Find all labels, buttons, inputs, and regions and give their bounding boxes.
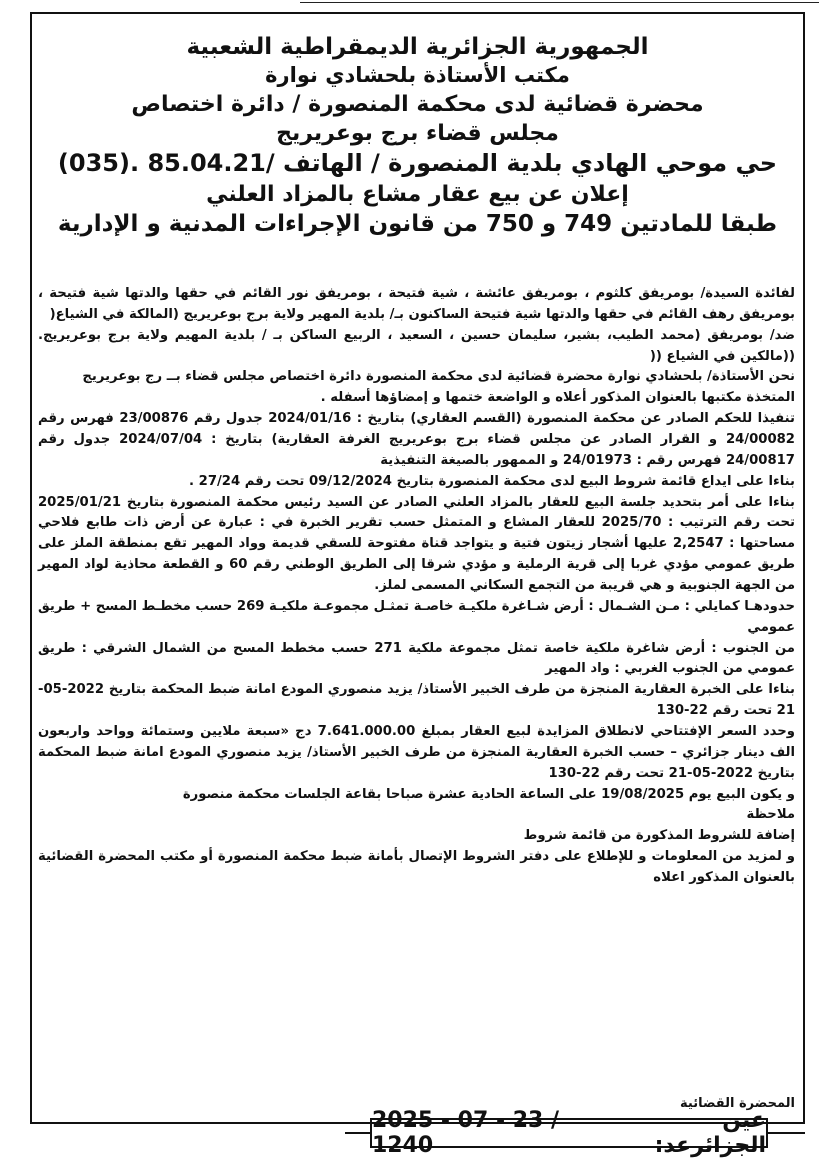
- republic-title: الجمهورية الجزائرية الديمقراطية الشعبية: [186, 34, 649, 60]
- signature: المحضرة القضائية: [680, 1096, 795, 1111]
- legal-basis: طبقا للمادتين 749 و 750 من قانون الإجراءات المدنية و الإدارية: [57, 210, 778, 237]
- north-boundary-paragraph: حدودهـا كمايلي : مـن الشـمال : أرض شـاغرة ملكيـة خاصـة تمثـل مجموعـة ملكيـة 269 حسب مخطـط المسح + طريق عمومي: [38, 598, 795, 635]
- top-rule: [0, 0, 819, 6]
- notice-title: إعلان عن بيع عقار مشاع بالمزاد العلني: [206, 181, 629, 207]
- publication-reference-box: [370, 1108, 768, 1158]
- office-name: مكتب الأستاذة بلحشادي نوارة: [265, 63, 570, 88]
- property-paragraph: بناءا على أمر بتحديد جلسة البيع للعقار بالمزاد العلني الصادر عن السيد رئيس محكمة المنصورة بتاريخ 2025/01/21 تحت رقم الترتيب : 2025/70 للعقار المشاع و المتمثل حسب تقرير الخبرة في : عبارة عن أرض ذات طابع فلاحي مساحتها : 2,2547 عليها أشجار زيتون فتية و يتواجد قناة مفتوحة للسقي قديمة وواد المهير تقع بمنطقة الملز على طريق عمومي مؤدي غربا إلى قرية الرملية و مؤدي شرقا إلى الطريق الوطني رقم 60 و القطعة محاذية لواد المهير من الجهة الجنوبية و هي قريبة من التجمع السكاني المسمى لملز.: [38, 494, 795, 594]
- additional-conditions: إضافة للشروط المذكورة من قائمة شروط: [523, 828, 795, 844]
- bailiff-paragraph: نحن الأستاذة/ بلحشادي نوارة محضرة قضائية لدى محكمة المنصورة دائرة اختصاص مجلس قضاء بــ رج بوعريريج: [82, 369, 795, 385]
- south-boundary-paragraph: من الجنوب : أرض شاغرة ملكية خاصة تمثل مجموعة ملكية 271 حسب مخطط المسح من الشمال الشرقي : طريق عمومي من الجنوب الغربي : واد المهير: [38, 640, 795, 677]
- publication-ref: 2025 - 07 - 23 / 1240: [372, 1108, 560, 1158]
- notice-body: [38, 284, 795, 889]
- office-paragraph: المتخذة مكتبها بالعنوان المذكور أعلاه و الواضعة ختمها و إمضاؤها أسفله .: [320, 390, 795, 406]
- opening-price-paragraph: وحدد السعر الإفتتاحي لانطلاق المزايدة لبيع العقار بمبلغ 7.641.000.00 دج «سبعة ملايين وستمائة وواحد واربعون الف دينار جزائري – حسب الخبرة العقارية المنجزة من طرف الخبير الأستاذ/ يزيد منصوري المودع امانة ضبط المحكمة بتاريخ 2022-05-21 تحت رقم 22-130: [38, 724, 796, 781]
- publication-footer: [0, 1108, 819, 1158]
- conditions-paragraph: بناءا على ايداع قائمة شروط البيع لدى محكمة المنصورة بتاريخ 09/12/2024 تحت رقم 27/24 .: [189, 473, 795, 489]
- plaintiffs-paragraph: لفائدة السيدة/ بومريفق كلثوم ، بومريفق عائشة ، شية فتيحة ، بومريفق نور القائم في حقها والدتها شية فتيحة ، بومريفق رهف القائم في حقها والدتها شية فتيحة الساكنون بـ/ بلدية المهير ولاية برج بوعريريج (المالكة في الشياع(: [38, 286, 795, 322]
- sale-date-paragraph: و يكون البيع يوم 19/08/2025 على الساعة الحادية عشرة صباحا بقاعة الجلسات محكمة منصورة: [182, 786, 795, 802]
- expertise-paragraph: بناءا على الخبرة العقارية المنجزة من طرف الخبير الأستاذ/ يزيد منصوري المودع امانة ضبط المحكمة بتاريخ 2022-05-21 تحت رقم 22-130: [38, 682, 795, 719]
- jurisdiction: مجلس قضاء برج بوعريريج: [276, 121, 559, 147]
- notice-header: [32, 32, 803, 239]
- footer-rule-left: [345, 1132, 370, 1134]
- note-label: ملاحظة: [746, 807, 795, 823]
- office-address: حي موحي الهادي بلدية المنصورة / الهاتف /85.04.21 .(035): [57, 149, 778, 178]
- defendants-paragraph: ضد/ بومريفق (محمد الطيب، بشير، سليمان حسين ، السعيد ، الربيع الساكن بـ / بلدية المهيم ولاية برج بوعريريج. ((مالكين في الشياع ((: [38, 327, 795, 364]
- footer-rule-right: [768, 1132, 805, 1134]
- contact-paragraph: و لمزيد من المعلومات و للإطلاع على دفتر الشروط الإتصال بأمانة ضبط محكمة المنصورة أو مكتب المحضرة القضائية بالعنوان المذكور اعلاه: [38, 849, 795, 886]
- judgment-paragraph: تنفيذا للحكم الصادر عن محكمة المنصورة (القسم العقاري) بتاريخ : 2024/01/16 جدول رقم 23/00876 فهرس رقم 24/00082 و القرار الصادر عن مجلس قضاء برج بوعريريج الغرفة العقارية) بتاريخ : 2024/07/04 جدول رقم 24/00817 فهرس رقم : 24/01973 و الممهور بالصيغة التنفيذية: [38, 411, 796, 468]
- bailiff-court: محضرة قضائية لدى محكمة المنصورة / دائرة اختصاص: [131, 92, 704, 118]
- publication-label: عين الجزائرعد:: [654, 1108, 766, 1158]
- notice-frame: [30, 12, 805, 1124]
